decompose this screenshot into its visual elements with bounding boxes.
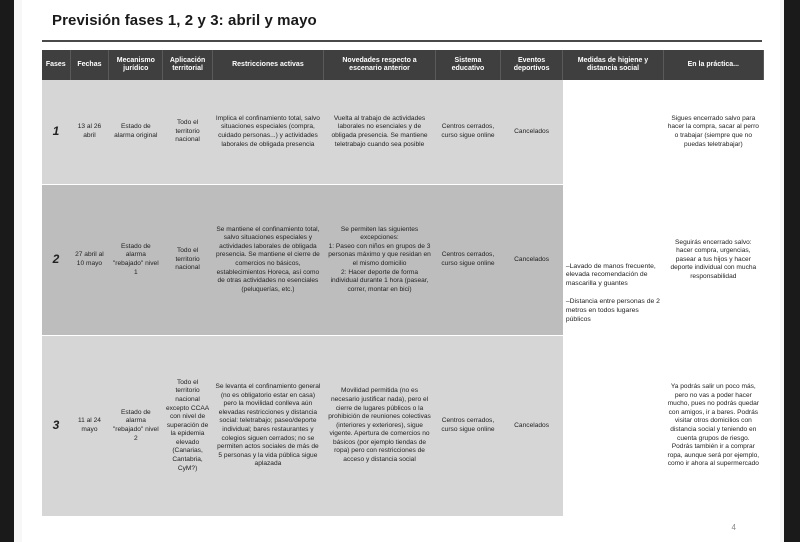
cell-novedades: Se permiten las siguientes excepciones: 1: Paseo con niños en grupos de 3 personas máximo y que residan en el mismo domicilio 2: Hacer deporte de forma individual durante 1 hora (pasear, correr, montar en bici) [323,185,435,336]
header-aplicacion: Aplicación territorial [163,50,213,80]
phases-table [42,50,764,517]
cell-practica: Sigues encerrado salvo para hacer la compra, sacar al perro o trabajar (siempre que no puedas teletrabajar) [663,80,763,185]
header-mecanismo: Mecanismo jurídico [109,50,163,80]
cell-practica: Ya podrás salir un poco más, pero no vas a poder hacer mucho, pues no podrás quedar con amigos, ir a bares. Podrás visitar otros domicilios con distancia social y teniendo en cuenta grupos de riesgo. Podrás también ir a comprar ropa, aunque será por ejemplo, como ir ahora al supermercado [663,336,763,517]
cell-mecanismo: Estado de alarma "rebajado" nivel 2 [109,336,163,517]
left-dark-border [0,0,14,542]
cell-deportivos: Cancelados [500,336,563,517]
header-higiene: Medidas de higiene y distancia social [563,50,663,80]
cell-novedades: Vuelta al trabajo de actividades laborales no esenciales y de obligada presencia. Se mantiene teletrabajo cuando sea posible [323,80,435,185]
cell-novedades: Movilidad permitida (no es necesario justificar nada), pero el cierre de lugares públicos o la prohibición de reuniones colectivas (interiores y exteriores), sigue vigente. Apertura de comercios no básicos (por ejemplo tiendas de ropa) pero con restricciones de acceso y distancia social [323,336,435,517]
higiene-item: –Lavado de manos frecuente, elevada recomendación de mascarilla y guantes [565,262,656,288]
table-header-row [42,50,764,80]
cell-fechas: 27 abril al 10 mayo [70,185,109,336]
higiene-item: –Distancia entre personas de 2 metros en todos lugares públicos [565,298,660,323]
cell-restricciones: Implica el confinamiento total, salvo situaciones especiales (compra, cuidado personas...) y actividades laborales de obligada presencia [212,80,323,185]
slide-title: Previsión fases 1, 2 y 3: abril y mayo [52,12,317,29]
cell-deportivos: Cancelados [500,80,563,185]
header-novedades: Novedades respecto a escenario anterior [323,50,435,80]
cell-aplicacion: Todo el territorio nacional [163,80,213,185]
cell-higiene [563,80,663,517]
cell-deportivos: Cancelados [500,185,563,336]
header-practica: En la práctica... [663,50,763,80]
table-row [42,80,764,185]
cell-fechas: 13 al 26 abril [70,80,109,185]
title-divider [42,40,762,42]
cell-fase: 3 [42,336,70,517]
right-dark-border [784,0,800,542]
cell-educativo: Centros cerrados, curso sigue online [436,80,501,185]
page-number: 4 [731,523,736,532]
slide [22,0,780,542]
cell-restricciones: Se levanta el confinamiento general (no es obligatorio estar en casa) pero la movilidad conlleva aún elevadas restricciones y distancia social: teletrabajo; paseo/deporte individual; bares restaurantes y colegios siguen cerrados; no se permiten actos sociales de más de 5 personas y la vida pública sigue aplazada [212,336,323,517]
cell-fase: 2 [42,185,70,336]
cell-mecanismo: Estado de alarma original [109,80,163,185]
cell-fase: 1 [42,80,70,185]
cell-aplicacion: Todo el territorio nacional [163,185,213,336]
cell-fechas: 11 al 24 mayo [70,336,109,517]
header-educativo: Sistema educativo [436,50,501,80]
cell-practica: Seguirás encerrado salvo: hacer compra, urgencias, pasear a tus hijos y hacer deporte individual con mucha responsabilidad [663,185,763,336]
header-fechas: Fechas [70,50,109,80]
cell-restricciones: Se mantiene el confinamiento total, salvo situaciones especiales y actividades laborales de obligada presencia. Se mantiene el cierre de comercios no básicos, establecimientos Horeca, así como de otras actividades no esenciales (peluquerías, etc.) [212,185,323,336]
cell-aplicacion: Todo el territorio nacional excepto CCAA con nivel de superación de la epidemia elevado (Canarias, Cantabria, CyM?) [163,336,213,517]
cell-educativo: Centros cerrados, curso sigue online [436,185,501,336]
cell-educativo: Centros cerrados, curso sigue online [436,336,501,517]
header-restricciones: Restricciones activas [212,50,323,80]
header-fases: Fases [42,50,70,80]
cell-mecanismo: Estado de alarma "rebajado" nivel 1 [109,185,163,336]
header-deportivos: Eventos deportivos [500,50,563,80]
